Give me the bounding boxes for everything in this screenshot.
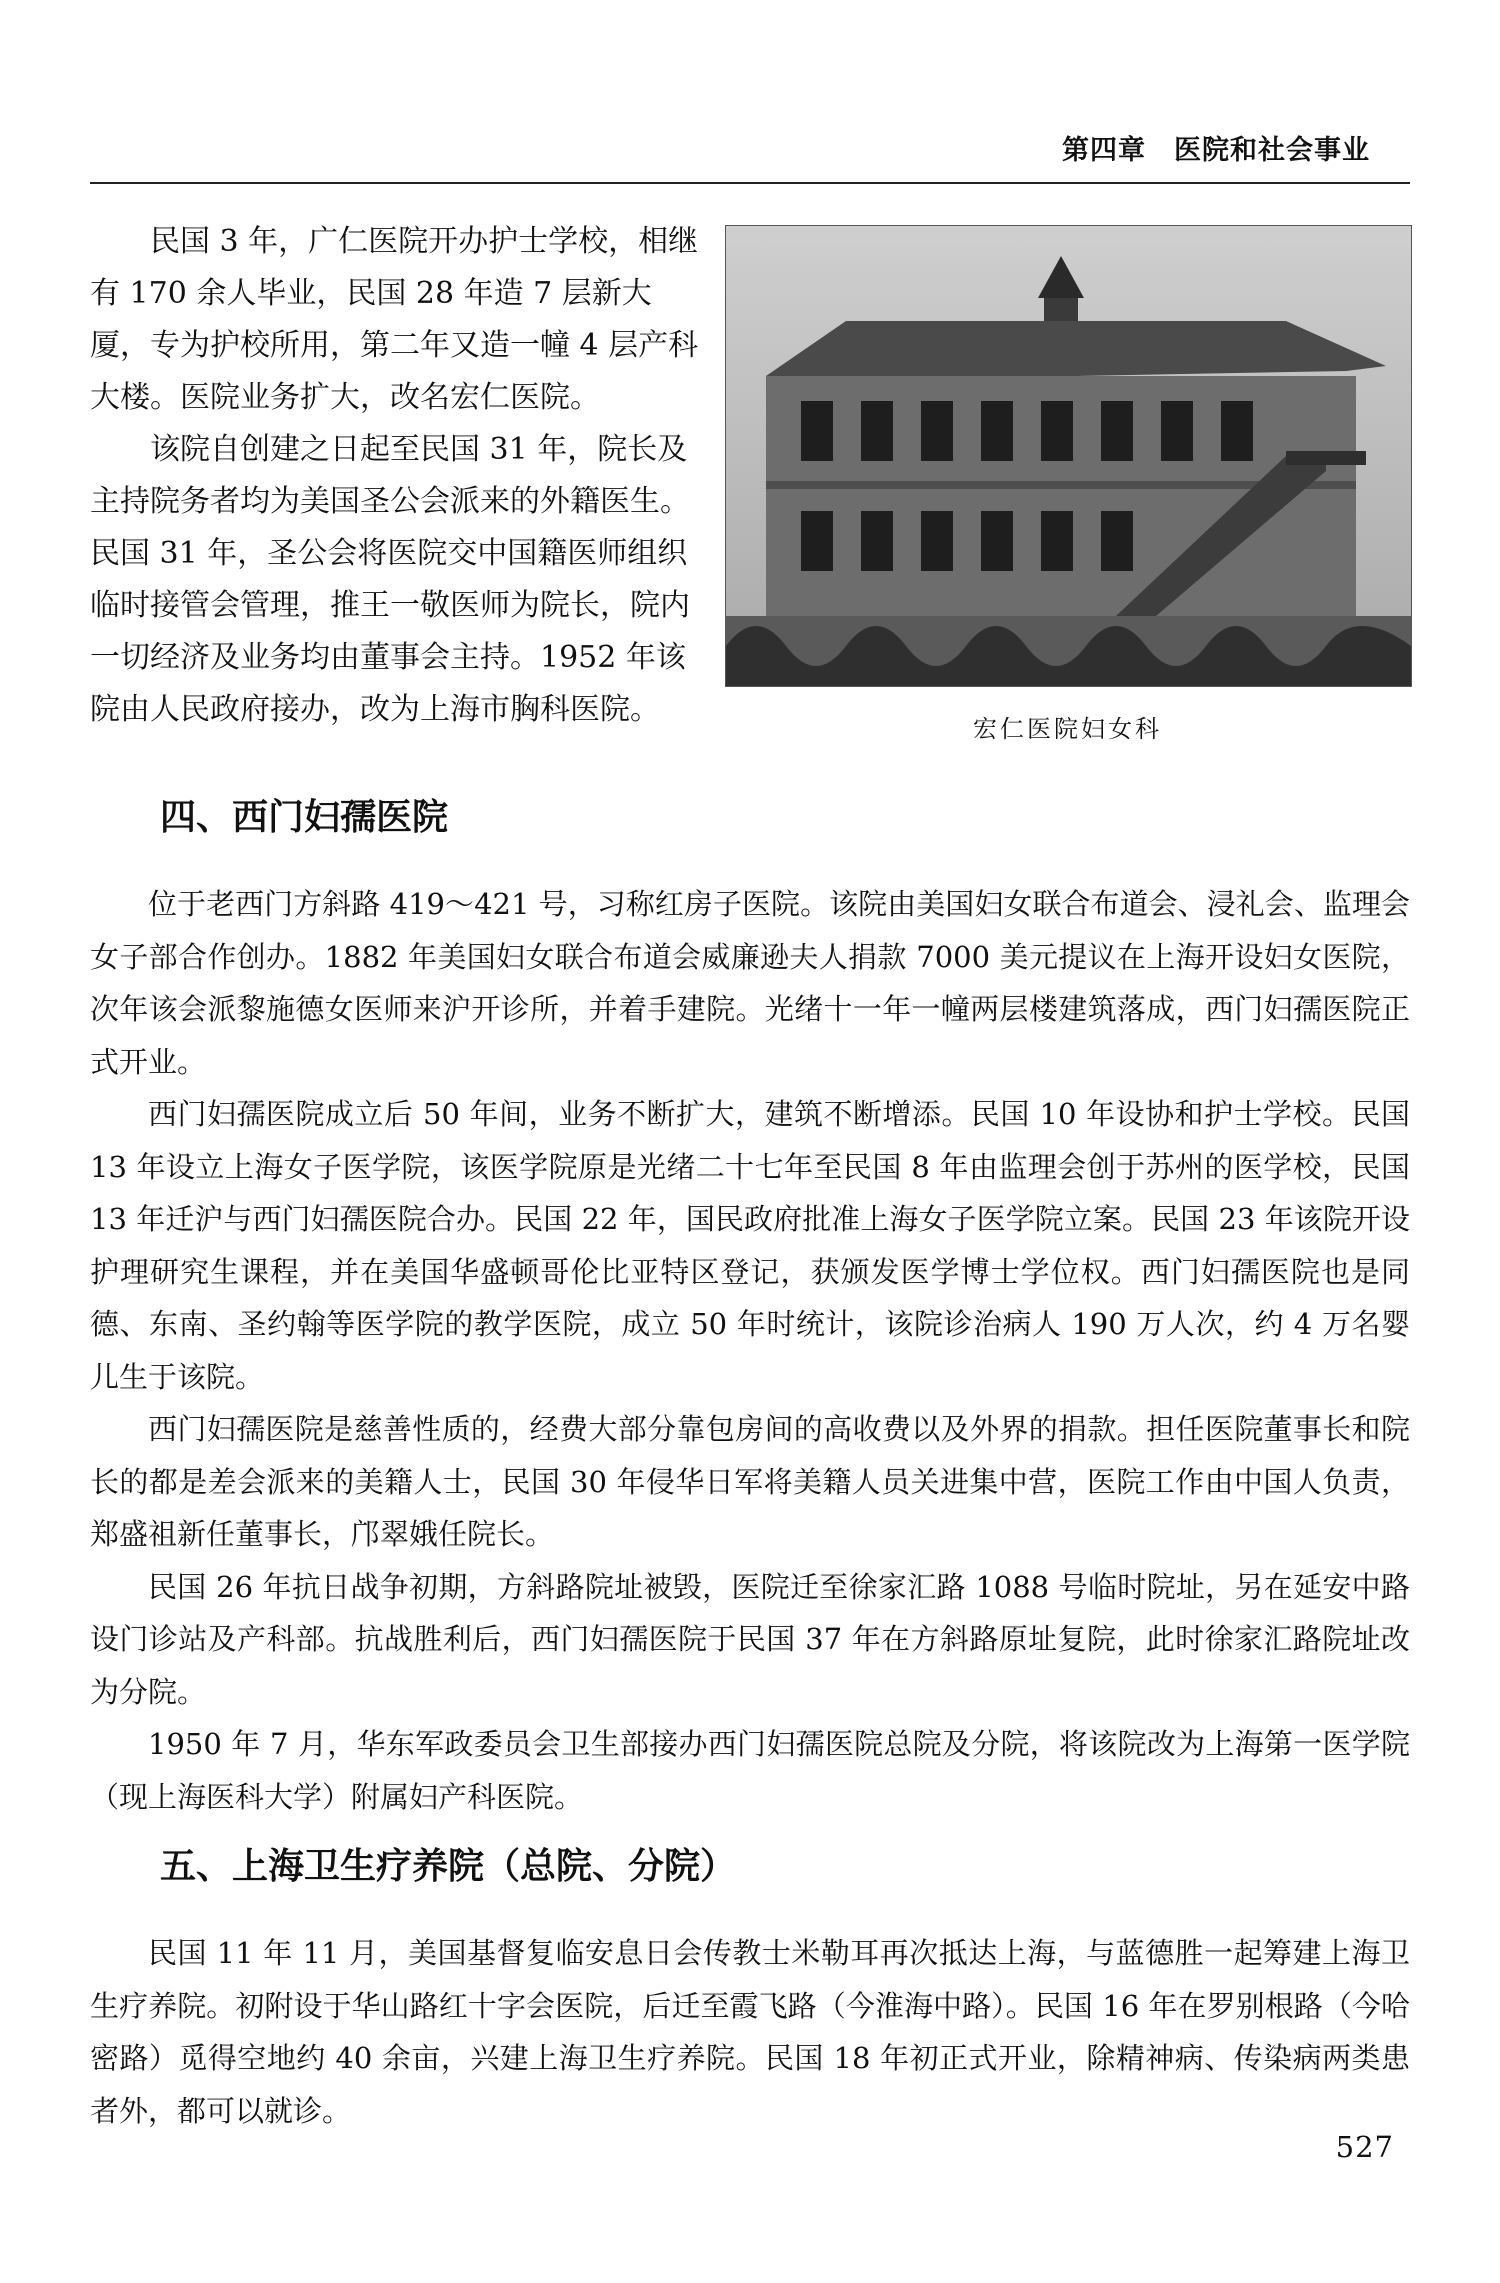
running-head-title: 第四章 医院和社会事业 [1062, 135, 1370, 166]
section-4-paragraph: 西门妇孺医院成立后 50 年间，业务不断扩大，建筑不断增添。民国 10 年设协和护士学校。民国 13 年设立上海女子医学院，该医学院原是光绪二十七年至民国 8 年由监理会创于苏州的医学校，民国 13 年迁沪与西门妇孺医院合办。民国 22 年，国民政府批准上海女子医学院立案。民国 23 年该院开设护理研究生课程，并在美国华盛顿哥伦比亚特区登记，获颁发医学博士学位权。西门妇孺医院也是同德、东南、圣约翰等医学院的教学医院，成立 50 年时统计，该院诊治病人 190 万人次，约 4 万名婴儿生于该院。 [90, 1097, 1410, 1394]
section-4-heading: 四、西门妇孺医院 [160, 797, 449, 838]
section-5-heading: 五、上海卫生疗养院（总院、分院） [160, 1846, 737, 1887]
section-4-paragraph: 1950 年 7 月，华东军政委员会卫生部接办西门妇孺医院总院及分院，将该院改为上海第一医学院（现上海医科大学）附属妇产科医院。 [90, 1727, 1410, 1814]
section-4-paragraph: 西门妇孺医院是慈善性质的，经费大部分靠包房间的高收费以及外界的捐款。担任医院董事长和院长的都是差会派来的美籍人士，民国 30 年侵华日军将美籍人员关进集中营，医院工作由中国人负责，郑盛祖新任董事长，邝翠娥任院长。 [90, 1412, 1410, 1551]
section-4-paragraph: 民国 26 年抗日战争初期，方斜路院址被毁，医院迁至徐家汇路 1088 号临时院址，另在延安中路设门诊站及产科部。抗战胜利后，西门妇孺医院于民国 37 年在方斜路原址复院，此时徐家汇路院址改为分院。 [90, 1569, 1410, 1709]
hospital-building-photo [725, 225, 1412, 687]
section-5-body [90, 1927, 1410, 2137]
hospital-figure [725, 225, 1410, 744]
page-number: 527 [1335, 2130, 1394, 2164]
section-4-body [90, 878, 1410, 1823]
intro-column [90, 216, 710, 736]
running-head [90, 128, 1410, 184]
section-4-paragraph: 位于老西门方斜路 419～421 号，习称红房子医院。该院由美国妇女联合布道会、浸礼会、监理会女子部合作创办。1882 年美国妇女联合布道会威廉逊夫人捐款 7000 美元提议在上海开设妇女医院，次年该会派黎施德女医师来沪开诊所，并着手建院。光绪十一年一幢两层楼建筑落成，西门妇孺医院正式开业。 [90, 887, 1410, 1079]
section-5-paragraph: 民国 11 年 11 月，美国基督复临安息日会传教士米勒耳再次抵达上海，与蓝德胜一起筹建上海卫生疗养院。初附设于华山路红十字会医院，后迁至霞飞路（今淮海中路）。民国 16 年在罗别根路（今哈密路）觅得空地约 40 余亩，兴建上海卫生疗养院。民国 18 年初正式开业，除精神病、传染病两类患者外，都可以就诊。 [90, 1936, 1410, 2128]
intro-paragraph: 该院自创建之日起至民国 31 年，院长及主持院务者均为美国圣公会派来的外籍医生。民国 31 年，圣公会将医院交中国籍医师组织临时接管会管理，推王一敬医师为院长，院内一切经济及业务均由董事会主持。1952 年该院由人民政府接办，改为上海市胸科医院。 [90, 432, 690, 727]
figure-caption: 宏仁医院妇女科 [973, 715, 1162, 743]
intro-paragraph: 民国 3 年，广仁医院开办护士学校，相继有 170 余人毕业，民国 28 年造 7 层新大厦，专为护校所用，第二年又造一幢 4 层产科大楼。医院业务扩大，改名宏仁医院。 [90, 224, 699, 415]
